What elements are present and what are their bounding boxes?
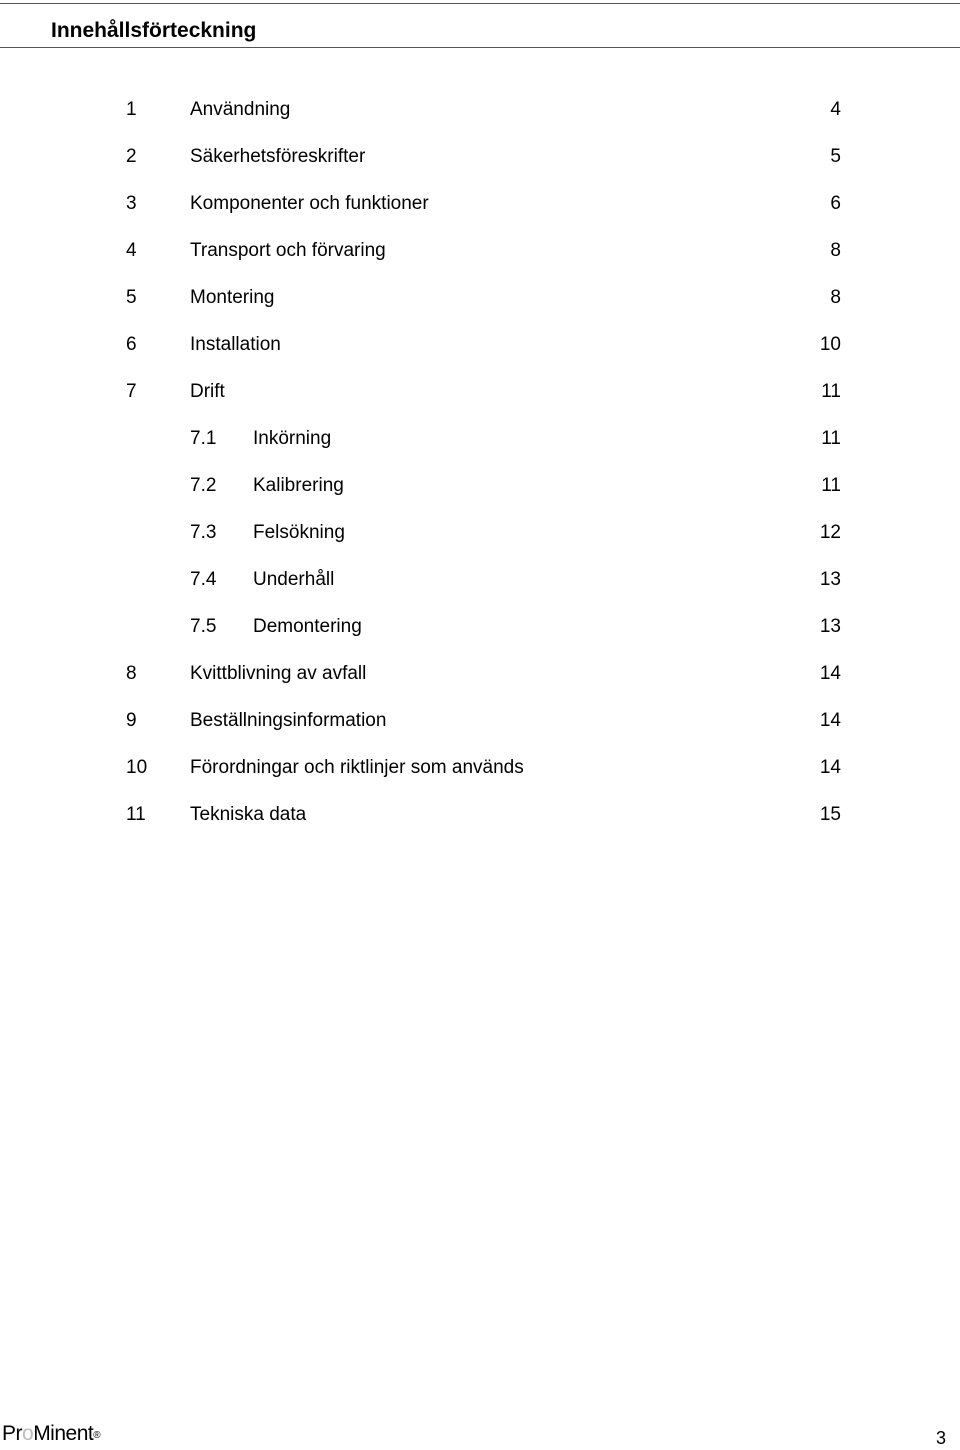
top-rule [0, 3, 960, 4]
toc-entry-label: Förordningar och riktlinjer som används [190, 757, 524, 778]
toc-entry-label: Underhåll [253, 569, 335, 590]
toc-entry-label: Transport och förvaring [190, 240, 386, 261]
toc-entry-page: 10 [819, 334, 841, 355]
toc-entry-page: 6 [830, 193, 841, 214]
toc-entry[interactable] [0, 96, 960, 124]
toc-entry-page: 8 [830, 240, 841, 261]
toc-entry-page: 11 [821, 428, 841, 449]
toc-entry-page: 12 [819, 522, 841, 543]
toc-entry[interactable] [0, 472, 960, 500]
toc-entry-number: 7.3 [190, 522, 217, 543]
toc-entry[interactable] [0, 707, 960, 735]
toc-entry-page: 5 [830, 146, 841, 167]
toc-entry-label: Felsökning [253, 522, 345, 543]
toc-entry-number: 7.5 [190, 616, 217, 637]
toc-entry-page: 15 [819, 804, 841, 825]
toc-entry-number: 1 [126, 99, 137, 120]
title-rule [0, 47, 960, 48]
toc-entry[interactable] [0, 566, 960, 594]
toc-entry-label: Användning [190, 99, 291, 120]
toc-entry-number: 5 [126, 287, 137, 308]
toc-entry-number: 2 [126, 146, 137, 167]
toc-entry-label: Demontering [253, 616, 362, 637]
toc-entry[interactable] [0, 801, 960, 829]
toc-entry-page: 8 [830, 287, 841, 308]
toc-entry[interactable] [0, 284, 960, 312]
toc-entry-label: Drift [190, 381, 225, 402]
toc-entry-number: 9 [126, 710, 137, 731]
toc-entry[interactable] [0, 331, 960, 359]
toc-entry-page: 14 [819, 757, 841, 778]
toc-entry-label: Inkörning [253, 428, 332, 449]
registered-mark: ® [93, 1430, 101, 1441]
toc-entry-page: 13 [819, 616, 841, 637]
toc-entry[interactable] [0, 519, 960, 547]
toc-entry-label: Beställningsinformation [190, 710, 387, 731]
logo-text-minent: Minent [33, 1422, 94, 1445]
toc-entry-number: 8 [126, 663, 137, 684]
logo-text-pr: Pr [2, 1422, 22, 1445]
toc-entry[interactable] [0, 754, 960, 782]
toc-entry-number: 7.1 [190, 428, 217, 449]
toc-entry[interactable] [0, 237, 960, 265]
toc-entry-page: 4 [830, 99, 841, 120]
toc-entry-label: Tekniska data [190, 804, 307, 825]
toc-entry[interactable] [0, 613, 960, 641]
toc-entry[interactable] [0, 660, 960, 688]
toc-entry-number: 3 [126, 193, 137, 214]
toc-entry[interactable] [0, 425, 960, 453]
page-number: 3 [935, 1428, 946, 1448]
logo-text-o: o [22, 1422, 34, 1445]
toc-entry-label: Installation [190, 334, 281, 355]
toc-entry-number: 10 [126, 757, 148, 778]
page-title: Innehållsförteckning [51, 19, 257, 42]
toc-entry-page: 13 [819, 569, 841, 590]
toc-entry-label: Kalibrering [253, 475, 344, 496]
toc-entry-number: 6 [126, 334, 137, 355]
toc-entry-number: 4 [126, 240, 137, 261]
toc-entry-number: 7.4 [190, 569, 217, 590]
toc-entry[interactable] [0, 143, 960, 171]
toc-entry-label: Kvittblivning av avfall [190, 663, 367, 684]
toc-entry[interactable] [0, 190, 960, 218]
toc-entry-number: 7.2 [190, 475, 217, 496]
toc-entry-page: 11 [821, 475, 841, 496]
toc-entry-page: 14 [819, 663, 841, 684]
toc-entry-page: 11 [821, 381, 841, 402]
toc-entry-number: 11 [126, 804, 146, 825]
toc-entry[interactable] [0, 378, 960, 406]
prominent-logo [2, 1421, 100, 1447]
toc-entry-label: Säkerhetsföreskrifter [190, 146, 366, 167]
toc-entry-number: 7 [126, 381, 137, 402]
toc-entry-label: Montering [190, 287, 275, 308]
toc-entry-label: Komponenter och funktioner [190, 193, 429, 214]
toc-entry-page: 14 [819, 710, 841, 731]
